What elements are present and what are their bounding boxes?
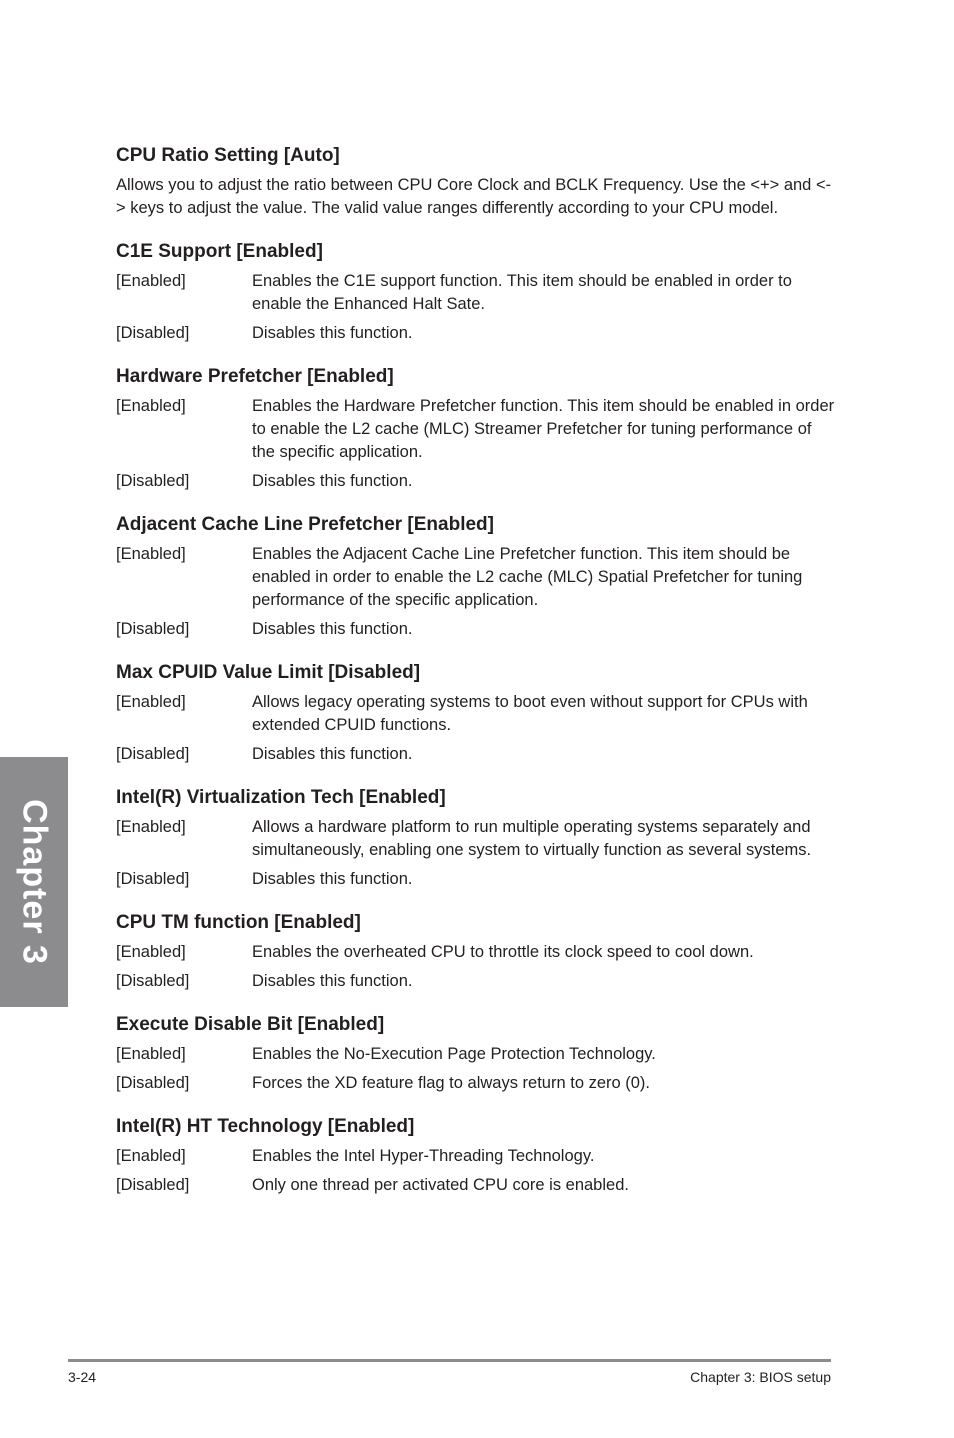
option-description: Disables this function.	[252, 620, 413, 638]
option-key: [Enabled]	[116, 943, 186, 961]
option-description: Enables the Hardware Prefetcher function. This item should be enabled in order to enable the L2 cache (MLC) Streamer Prefetcher for tuning performance of the specific application.	[252, 397, 835, 461]
option-key: [Disabled]	[116, 1074, 190, 1092]
option-description: Enables the overheated CPU to throttle its clock speed to cool down.	[252, 943, 754, 961]
option-row	[116, 395, 836, 464]
section-intel-ht-technology	[116, 1115, 836, 1197]
option-description: Enables the C1E support function. This item should be enabled in order to enable the Enhanced Halt Sate.	[252, 272, 792, 313]
option-row	[116, 1145, 836, 1168]
footer-divider	[68, 1359, 831, 1362]
option-key: [Disabled]	[116, 972, 190, 990]
option-row	[116, 618, 836, 641]
option-key: [Disabled]	[116, 620, 190, 638]
option-key: [Enabled]	[116, 1045, 186, 1063]
option-description: Disables this function.	[252, 324, 413, 342]
option-row	[116, 868, 836, 891]
section-title: CPU TM function [Enabled]	[116, 912, 361, 933]
section-c1e-support	[116, 240, 836, 345]
section-title: Hardware Prefetcher [Enabled]	[116, 366, 394, 387]
option-description: Disables this function.	[252, 972, 413, 990]
section-adjacent-cache-line-prefetcher	[116, 513, 836, 641]
section-title: Intel(R) Virtualization Tech [Enabled]	[116, 787, 446, 808]
option-row	[116, 816, 836, 862]
option-description: Disables this function.	[252, 870, 413, 888]
option-key: [Disabled]	[116, 324, 190, 342]
option-key: [Disabled]	[116, 1176, 190, 1194]
option-key: [Enabled]	[116, 693, 186, 711]
option-row	[116, 941, 836, 964]
option-description: Forces the XD feature flag to always return to zero (0).	[252, 1074, 651, 1092]
section-cpu-tm-function	[116, 911, 836, 993]
option-description: Enables the Adjacent Cache Line Prefetcher function. This item should be enabled in order to enable the L2 cache (MLC) Spatial Prefetcher for tuning performance of the specific application.	[252, 545, 803, 609]
option-key: [Disabled]	[116, 870, 190, 888]
page-number: 3-24	[68, 1369, 97, 1385]
section-intel-virtualization-tech	[116, 786, 836, 891]
option-row	[116, 970, 836, 993]
section-execute-disable-bit	[116, 1013, 836, 1095]
option-description: Disables this function.	[252, 472, 413, 490]
option-key: [Enabled]	[116, 397, 186, 415]
section-title: C1E Support [Enabled]	[116, 241, 323, 262]
section-title: Max CPUID Value Limit [Disabled]	[116, 662, 421, 683]
option-row	[116, 1174, 836, 1197]
option-description: Allows a hardware platform to run multiple operating systems separately and simultaneously, enabling one system to virtually function as several systems.	[252, 818, 812, 859]
option-description: Allows legacy operating systems to boot even without support for CPUs with extended CPUID functions.	[252, 693, 808, 734]
section-title: Intel(R) HT Technology [Enabled]	[116, 1116, 415, 1137]
option-key: [Disabled]	[116, 472, 190, 490]
option-row	[116, 1043, 836, 1066]
option-description: Only one thread per activated CPU core is enabled.	[252, 1176, 629, 1194]
section-title: Adjacent Cache Line Prefetcher [Enabled]	[116, 514, 494, 535]
option-description: Enables the No-Execution Page Protection Technology.	[252, 1045, 656, 1063]
option-key: [Disabled]	[116, 745, 190, 763]
option-row	[116, 691, 836, 737]
page-content	[116, 144, 836, 1197]
option-description: Enables the Intel Hyper-Threading Technology.	[252, 1147, 595, 1165]
chapter-side-tab	[0, 757, 68, 1007]
option-row	[116, 270, 836, 316]
option-row	[116, 543, 836, 612]
section-max-cpuid-value-limit	[116, 661, 836, 766]
option-row	[116, 1072, 836, 1095]
section-title: CPU Ratio Setting [Auto]	[116, 145, 340, 166]
option-row	[116, 470, 836, 493]
option-row	[116, 322, 836, 345]
section-description: Allows you to adjust the ratio between CPU Core Clock and BCLK Frequency. Use the <+> and <-> keys to adjust the value. The valid value ranges differently according to your CPU model.	[116, 176, 832, 217]
section-cpu-ratio-setting	[116, 144, 836, 220]
option-row	[116, 743, 836, 766]
option-key: [Enabled]	[116, 1147, 186, 1165]
option-key: [Enabled]	[116, 818, 186, 836]
footer-chapter-title: Chapter 3: BIOS setup	[690, 1369, 831, 1385]
chapter-tab-label: Chapter 3	[15, 799, 54, 965]
option-description: Disables this function.	[252, 745, 413, 763]
section-title: Execute Disable Bit [Enabled]	[116, 1014, 385, 1035]
option-key: [Enabled]	[116, 545, 186, 563]
option-key: [Enabled]	[116, 272, 186, 290]
section-hardware-prefetcher	[116, 365, 836, 493]
